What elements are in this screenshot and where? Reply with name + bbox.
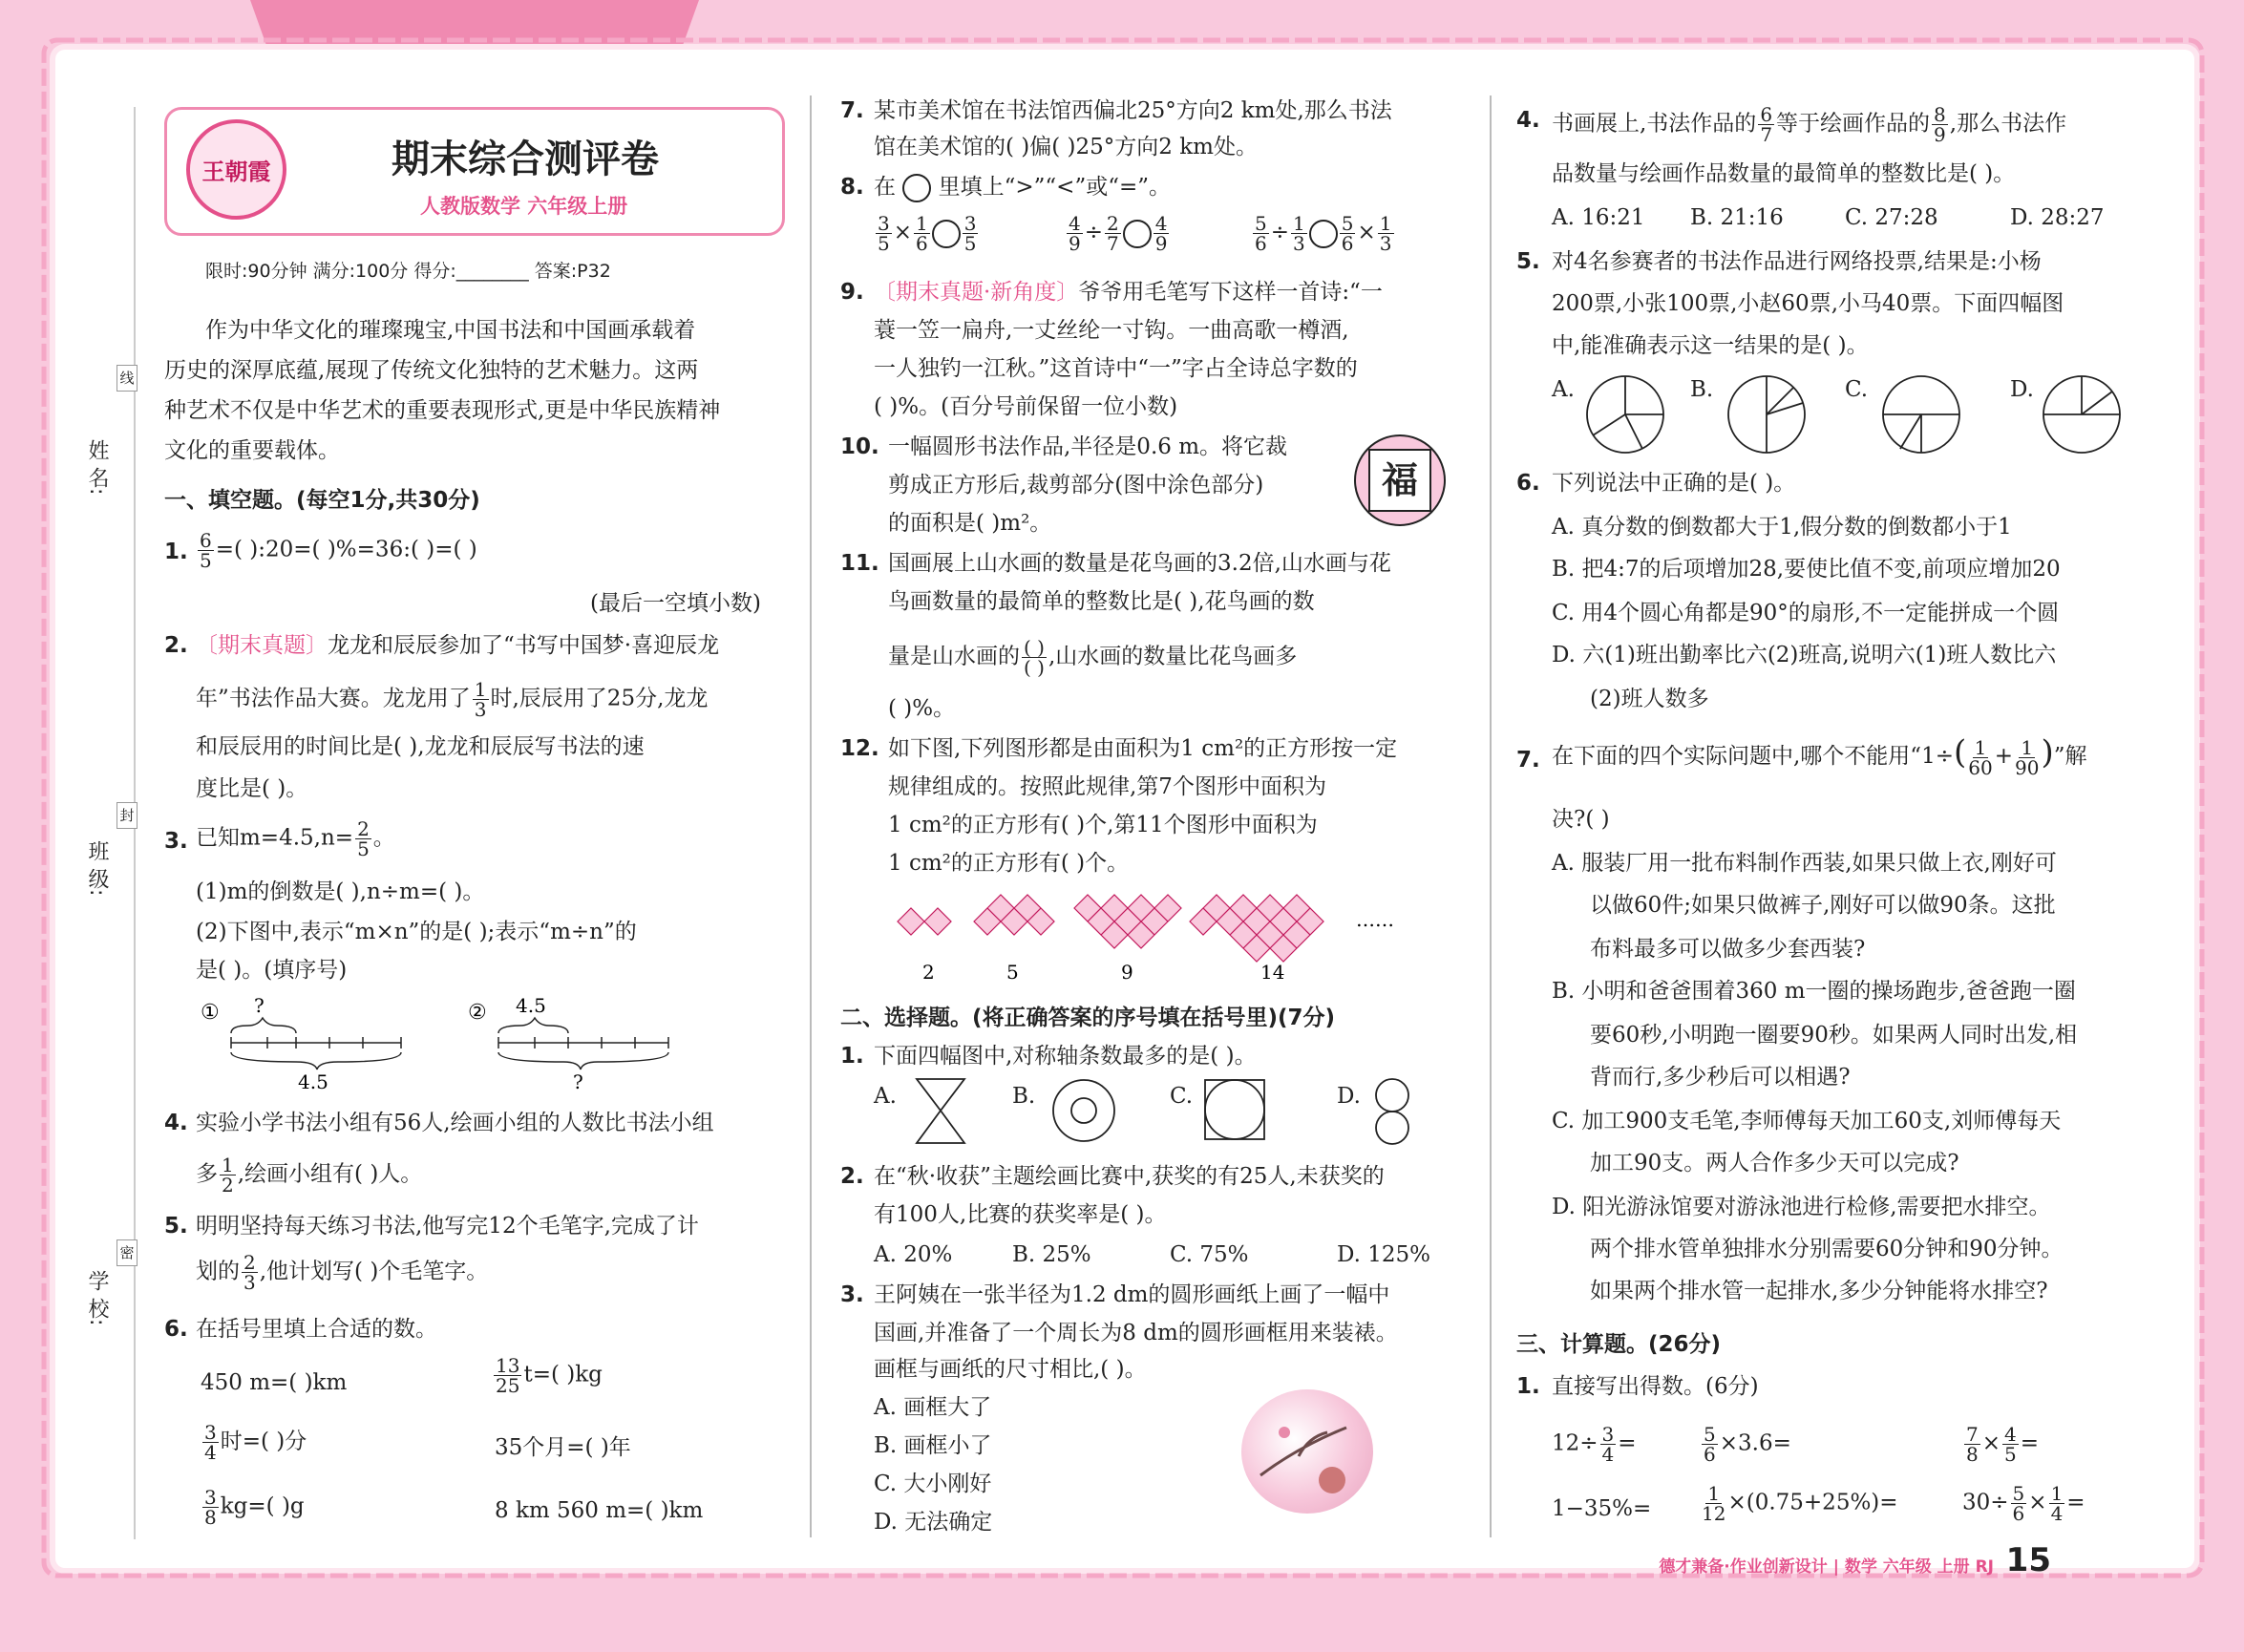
q8-text: 在 里填上“>”“<”或“=”。 — [874, 172, 1171, 202]
c2-line1: 在“秋·收获”主题绘画比赛中,获奖的有25人,未获奖的 — [874, 1164, 1385, 1189]
diagram-value: 4.5 — [516, 994, 546, 1017]
option-d-cont: 如果两个排水管一起排水,多少分钟能将水排空? — [1590, 1279, 2048, 1303]
q12-line4: 1 cm²的正方形有( )个。 — [888, 851, 1130, 876]
q-number: 2. — [164, 633, 188, 658]
intro-line: 历史的深厚底蕴,展现了传统文化独特的艺术魅力。这两 — [164, 358, 699, 383]
option-a[interactable]: A. 真分数的倒数都大于1,假分数的倒数都小于1 — [1552, 515, 2012, 540]
q6-item: 450 m=( )km — [201, 1370, 348, 1395]
q3-line2: (1)m的倒数是( ),n÷m=( )。 — [196, 879, 485, 904]
q9-line1: 〔期末真题·新角度〕爷爷用毛笔写下这样一首诗:“一 — [874, 280, 1383, 305]
q-number: 9. — [840, 280, 864, 305]
exam-title: 期末综合测评卷 — [392, 138, 659, 181]
option-b[interactable]: B. 25% — [1012, 1242, 1091, 1267]
bind-mark-secret: 密 — [116, 1239, 138, 1266]
option-a[interactable]: A. 16:21 — [1552, 205, 1645, 230]
option-a[interactable]: A. 服装厂用一批布料制作西装,如果只做上衣,刚好可 — [1552, 851, 2057, 876]
option-a[interactable]: A. — [1552, 377, 1575, 402]
option-d[interactable]: D. — [2010, 377, 2034, 402]
option-a-cont: 布料最多可以做多少套西装? — [1590, 937, 1866, 962]
option-d[interactable]: D. 阳光游泳馆要对游泳池进行检修,需要把水排空。 — [1552, 1195, 2051, 1219]
calc-item: $\frac{5}{6}$ ×3.6= — [1704, 1423, 1791, 1466]
q7-line1: 某市美术馆在书法馆西偏北25°方向2 km处,那么书法 — [874, 98, 1392, 123]
k1-text: 直接写出得数。(6分) — [1552, 1374, 1759, 1399]
diagram-q-mark: ? — [254, 994, 265, 1017]
q6-item: $\frac{13}{25}$ t=( )kg — [496, 1354, 603, 1397]
option-b[interactable]: B. 画框小了 — [874, 1433, 992, 1458]
q4-line2: 多 $\frac{1}{2}$ ,绘画小组有( )人。 — [196, 1154, 423, 1197]
exam-subtitle: 人教版数学 六年级上册 — [420, 195, 628, 218]
q8-compare-3: $\frac{5}{6}$ ÷ $\frac{1}{3}$ $\frac{5}{6}$ × $\frac{1}{3}$ — [1255, 212, 1392, 255]
q9-line2: 蓑一笠一扁舟,一丈丝纶一寸钩。一曲高歌一樽酒, — [874, 318, 1349, 343]
q11-line1: 国画展上山水画的数量是花鸟画的3.2倍,山水画与花 — [888, 551, 1391, 576]
option-b[interactable]: B. 把4:7的后项增加28,要使比值不变,前项应增加20 — [1552, 557, 2061, 582]
q-number: 1. — [840, 1044, 864, 1069]
q12-line2: 规律组成的。按照此规律,第7个图形中面积为 — [888, 774, 1326, 799]
c2-line2: 有100人,比赛的获奖率是( )。 — [874, 1202, 1167, 1227]
q10-line1: 一幅圆形书法作品,半径是0.6 m。将它裁 — [888, 434, 1288, 459]
q12-line3: 1 cm²的正方形有( )个,第11个图形中面积为 — [888, 813, 1318, 837]
option-a[interactable]: A. 20% — [874, 1242, 953, 1267]
option-b[interactable]: B. — [1012, 1084, 1036, 1109]
q-number: 7. — [840, 98, 864, 123]
c3-line2: 国画,并准备了一个周长为8 dm的圆形画框用来装裱。 — [874, 1321, 1398, 1345]
exam-meta: 限时:90分钟 满分:100分 得分:________ 答案:P32 — [205, 261, 611, 282]
calc-item: $\frac{1}{12}$ ×(0.75+25%)= — [1702, 1482, 1898, 1525]
option-c[interactable]: C. 27:28 — [1845, 205, 1938, 230]
q-number: 7. — [1516, 748, 1540, 773]
option-d[interactable]: D. — [1337, 1084, 1361, 1109]
seq-count: 9 — [1121, 961, 1133, 984]
square-pattern-figure — [888, 883, 1423, 984]
c7-line1: 在下面的四个实际问题中,哪个不能用“1÷( $\frac{1}{60}$ + $\frac{1}{90}$ )”解 — [1552, 733, 2087, 779]
q4-line1: 实验小学书法小组有56人,绘画小组的人数比书法小组 — [196, 1111, 714, 1135]
q-number: 8. — [840, 175, 864, 200]
q6-item: $\frac{3}{4}$ 时=( )分 — [204, 1421, 307, 1464]
q2-line1: 〔期末真题〕龙龙和辰辰参加了“书写中国梦·喜迎辰龙 — [196, 633, 720, 658]
seq-count: 2 — [922, 961, 935, 984]
option-b[interactable]: B. 小明和爸爸围着360 m一圈的操场跑步,爸爸跑一圈 — [1552, 979, 2076, 1004]
option-d-cont: 两个排水管单独排水分别需要60分钟和90分钟。 — [1590, 1237, 2064, 1261]
option-b[interactable]: B. 21:16 — [1690, 205, 1784, 230]
option-c[interactable]: C. 用4个圆心角都是90°的扇形,不一定能拼成一个圆 — [1552, 601, 2060, 625]
diagram-q-mark: ? — [573, 1070, 583, 1093]
footer-text: 德才兼备·作业创新设计 | 数学 六年级 上册 RJ — [1659, 1557, 1994, 1577]
option-b[interactable]: B. — [1690, 377, 1714, 402]
c5-line3: 中,能准确表示这一结果的是( )。 — [1552, 333, 1869, 358]
name-label: 姓 名: — [85, 439, 109, 496]
q6-text: 在括号里填上合适的数。 — [196, 1317, 437, 1342]
c1-text: 下面四幅图中,对称轴条数最多的是( )。 — [874, 1044, 1257, 1069]
symmetry-shapes — [907, 1074, 1442, 1151]
diagram-value: 4.5 — [298, 1070, 328, 1093]
q-number: 4. — [164, 1111, 188, 1135]
q-number: 1. — [164, 540, 188, 564]
q7-line2: 馆在美术馆的( )偏( )25°方向2 km处。 — [874, 135, 1258, 159]
q10-line2: 剪成正方形后,裁剪部分(图中涂色部分) — [888, 473, 1264, 498]
q1-text: $\frac{6}{5}$ =( ):20=( )%=36:( )=( ) — [200, 529, 477, 572]
c3-line3: 画框与画纸的尺寸相比,( )。 — [874, 1357, 1147, 1382]
c4-line1: 书画展上,书法作品的 $\frac{6}{7}$ 等于绘画作品的 $\frac{8}{9}$ ,那么书法作 — [1552, 103, 2067, 146]
q9-line3: 一人独钓一江秋。”这首诗中“一”字占全诗总字数的 — [874, 356, 1358, 381]
q8-compare-2: $\frac{4}{9}$ ÷ $\frac{2}{7}$ $\frac{4}{9}$ — [1069, 212, 1168, 255]
q-number: 1. — [1516, 1374, 1540, 1399]
q6-item: 35个月=( )年 — [495, 1435, 631, 1460]
option-c[interactable]: C. — [1845, 377, 1869, 402]
option-c[interactable]: C. 加工900支毛笔,李师傅每天加工60支,刘师傅每天 — [1552, 1109, 2062, 1133]
q2-line4: 度比是( )。 — [196, 776, 308, 801]
brand-logo: 王朝霞 — [186, 119, 286, 220]
q5-line1: 明明坚持每天练习书法,他写完12个毛笔字,完成了计 — [196, 1214, 699, 1239]
q1-note: (最后一空填小数) — [590, 591, 761, 616]
option-d[interactable]: D. 无法确定 — [874, 1510, 993, 1535]
q9-line4: ( )%。(百分号前保留一位小数) — [874, 394, 1178, 419]
class-label: 班 级: — [85, 840, 109, 897]
q-number: 5. — [1516, 249, 1540, 274]
q-number: 10. — [840, 434, 879, 459]
section-calc-title: 三、计算题。(26分) — [1516, 1332, 1722, 1357]
title-box — [164, 107, 785, 236]
seq-count: 14 — [1260, 961, 1285, 984]
q3-line3: (2)下图中,表示“m×n”的是( );表示“m÷n”的 — [196, 920, 637, 944]
c6-text: 下列说法中正确的是( )。 — [1552, 471, 1796, 496]
option-d-cont: (2)班人数多 — [1590, 687, 1709, 711]
q11-line3: 量是山水画的 $\frac{( )}{( )}$ ,山水画的数量比花鸟画多 — [888, 636, 1298, 679]
option-c[interactable]: C. — [1170, 1084, 1194, 1109]
q-number: 6. — [164, 1317, 188, 1342]
q3-line1: 已知m=4.5,n= $\frac{2}{5}$ 。 — [196, 817, 395, 860]
option-c-cont: 加工90支。两人合作多少天可以完成? — [1590, 1151, 1959, 1175]
bind-mark-seal: 封 — [116, 802, 138, 829]
diagram-label-1: ① — [201, 1001, 220, 1025]
option-d[interactable]: D. 125% — [1337, 1242, 1430, 1267]
q11-line4: ( )%。 — [888, 696, 956, 721]
q-number: 5. — [164, 1214, 188, 1239]
q-number: 6. — [1516, 471, 1540, 496]
seq-dots: …… — [1356, 908, 1394, 931]
q3-line4: 是( )。(填序号) — [196, 958, 348, 983]
q-number: 4. — [1516, 108, 1540, 133]
section-fill-title: 一、填空题。(每空1分,共30分) — [164, 488, 480, 513]
option-a[interactable]: A. 画框大了 — [874, 1395, 992, 1420]
painting-image — [1241, 1389, 1373, 1514]
diagram-label-2: ② — [468, 1001, 487, 1025]
calc-item: 1−35%= — [1552, 1496, 1652, 1521]
q8-compare-1: $\frac{3}{5}$ × $\frac{1}{6}$ $\frac{3}{5}$ — [878, 212, 977, 255]
calc-item: 12÷ $\frac{3}{4}$ = — [1552, 1423, 1637, 1466]
option-d[interactable]: D. 六(1)班出勤率比六(2)班高,说明六(1)班人数比六 — [1552, 643, 2057, 667]
q2-line2: 年”书法作品大赛。龙龙用了 $\frac{1}{3}$ 时,辰辰用了25分,龙龙 — [196, 678, 709, 721]
option-b-cont: 要60秒,小明跑一圈要90秒。如果两人同时出发,相 — [1590, 1023, 2078, 1048]
intro-line: 种艺术不仅是中华艺术的重要表现形式,更是中华民族精神 — [164, 398, 721, 423]
option-c[interactable]: C. 75% — [1170, 1242, 1249, 1267]
q-number: 12. — [840, 736, 879, 761]
q5-line2: 划的 $\frac{2}{3}$ ,他计划写( )个毛笔字。 — [196, 1251, 489, 1294]
q6-item: 8 km 560 m=( )km — [495, 1498, 704, 1523]
calc-item: $\frac{7}{8}$ × $\frac{4}{5}$ = — [1966, 1423, 2040, 1466]
c4-line2: 品数量与绘画作品数量的最简单的整数比是( )。 — [1552, 161, 2016, 186]
c3-line1: 王阿姨在一张半径为1.2 dm的圆形画纸上画了一幅中 — [874, 1282, 1390, 1307]
seq-count: 5 — [1006, 961, 1019, 984]
c7-line2: 决?( ) — [1552, 807, 1610, 832]
q-number: 3. — [164, 829, 188, 854]
page-number: 15 — [2005, 1541, 2051, 1579]
option-d[interactable]: D. 28:27 — [2010, 205, 2105, 230]
q2-line3: 和辰辰用的时间比是( ),龙龙和辰辰写书法的速 — [196, 734, 645, 759]
q6-item: $\frac{3}{8}$ kg=( )g — [204, 1486, 305, 1529]
option-a-cont: 以做60件;如果只做裤子,刚好可以做90条。这批 — [1590, 893, 2056, 918]
q11-line2: 鸟画数量的最简单的整数比是( ),花鸟画的数 — [888, 589, 1315, 614]
pie-options — [1585, 372, 2158, 458]
q10-line3: 的面积是( )m²。 — [888, 511, 1052, 536]
section-choice-title: 二、选择题。(将正确答案的序号填在括号里)(7分) — [840, 1006, 1336, 1030]
c5-line2: 200票,小张100票,小赵60票,小马40票。下面四幅图 — [1552, 291, 2064, 316]
intro-line: 文化的重要载体。 — [164, 438, 340, 463]
calc-item: 30÷ $\frac{5}{6}$ × $\frac{1}{4}$ = — [1962, 1482, 2085, 1525]
q12-line1: 如下图,下列图形都是由面积为1 cm²的正方形按一定 — [888, 736, 1398, 761]
option-a[interactable]: A. — [874, 1084, 897, 1109]
fu-square: 福 — [1368, 449, 1431, 512]
q-number: 2. — [840, 1164, 864, 1189]
intro-line: 作为中华文化的璀璨瑰宝,中国书法和中国画承载着 — [205, 318, 696, 343]
bind-mark-line: 线 — [116, 365, 138, 392]
line-segment-diagram — [201, 993, 793, 1098]
c5-line1: 对4名参赛者的书法作品进行网络投票,结果是:小杨 — [1552, 249, 2042, 274]
q-number: 11. — [840, 551, 879, 576]
fu-circle-figure — [1354, 434, 1446, 526]
q-number: 3. — [840, 1282, 864, 1307]
option-b-cont: 背而行,多少秒后可以相遇? — [1590, 1065, 1851, 1090]
school-label: 学 校: — [85, 1270, 109, 1326]
option-c[interactable]: C. 大小刚好 — [874, 1472, 992, 1496]
